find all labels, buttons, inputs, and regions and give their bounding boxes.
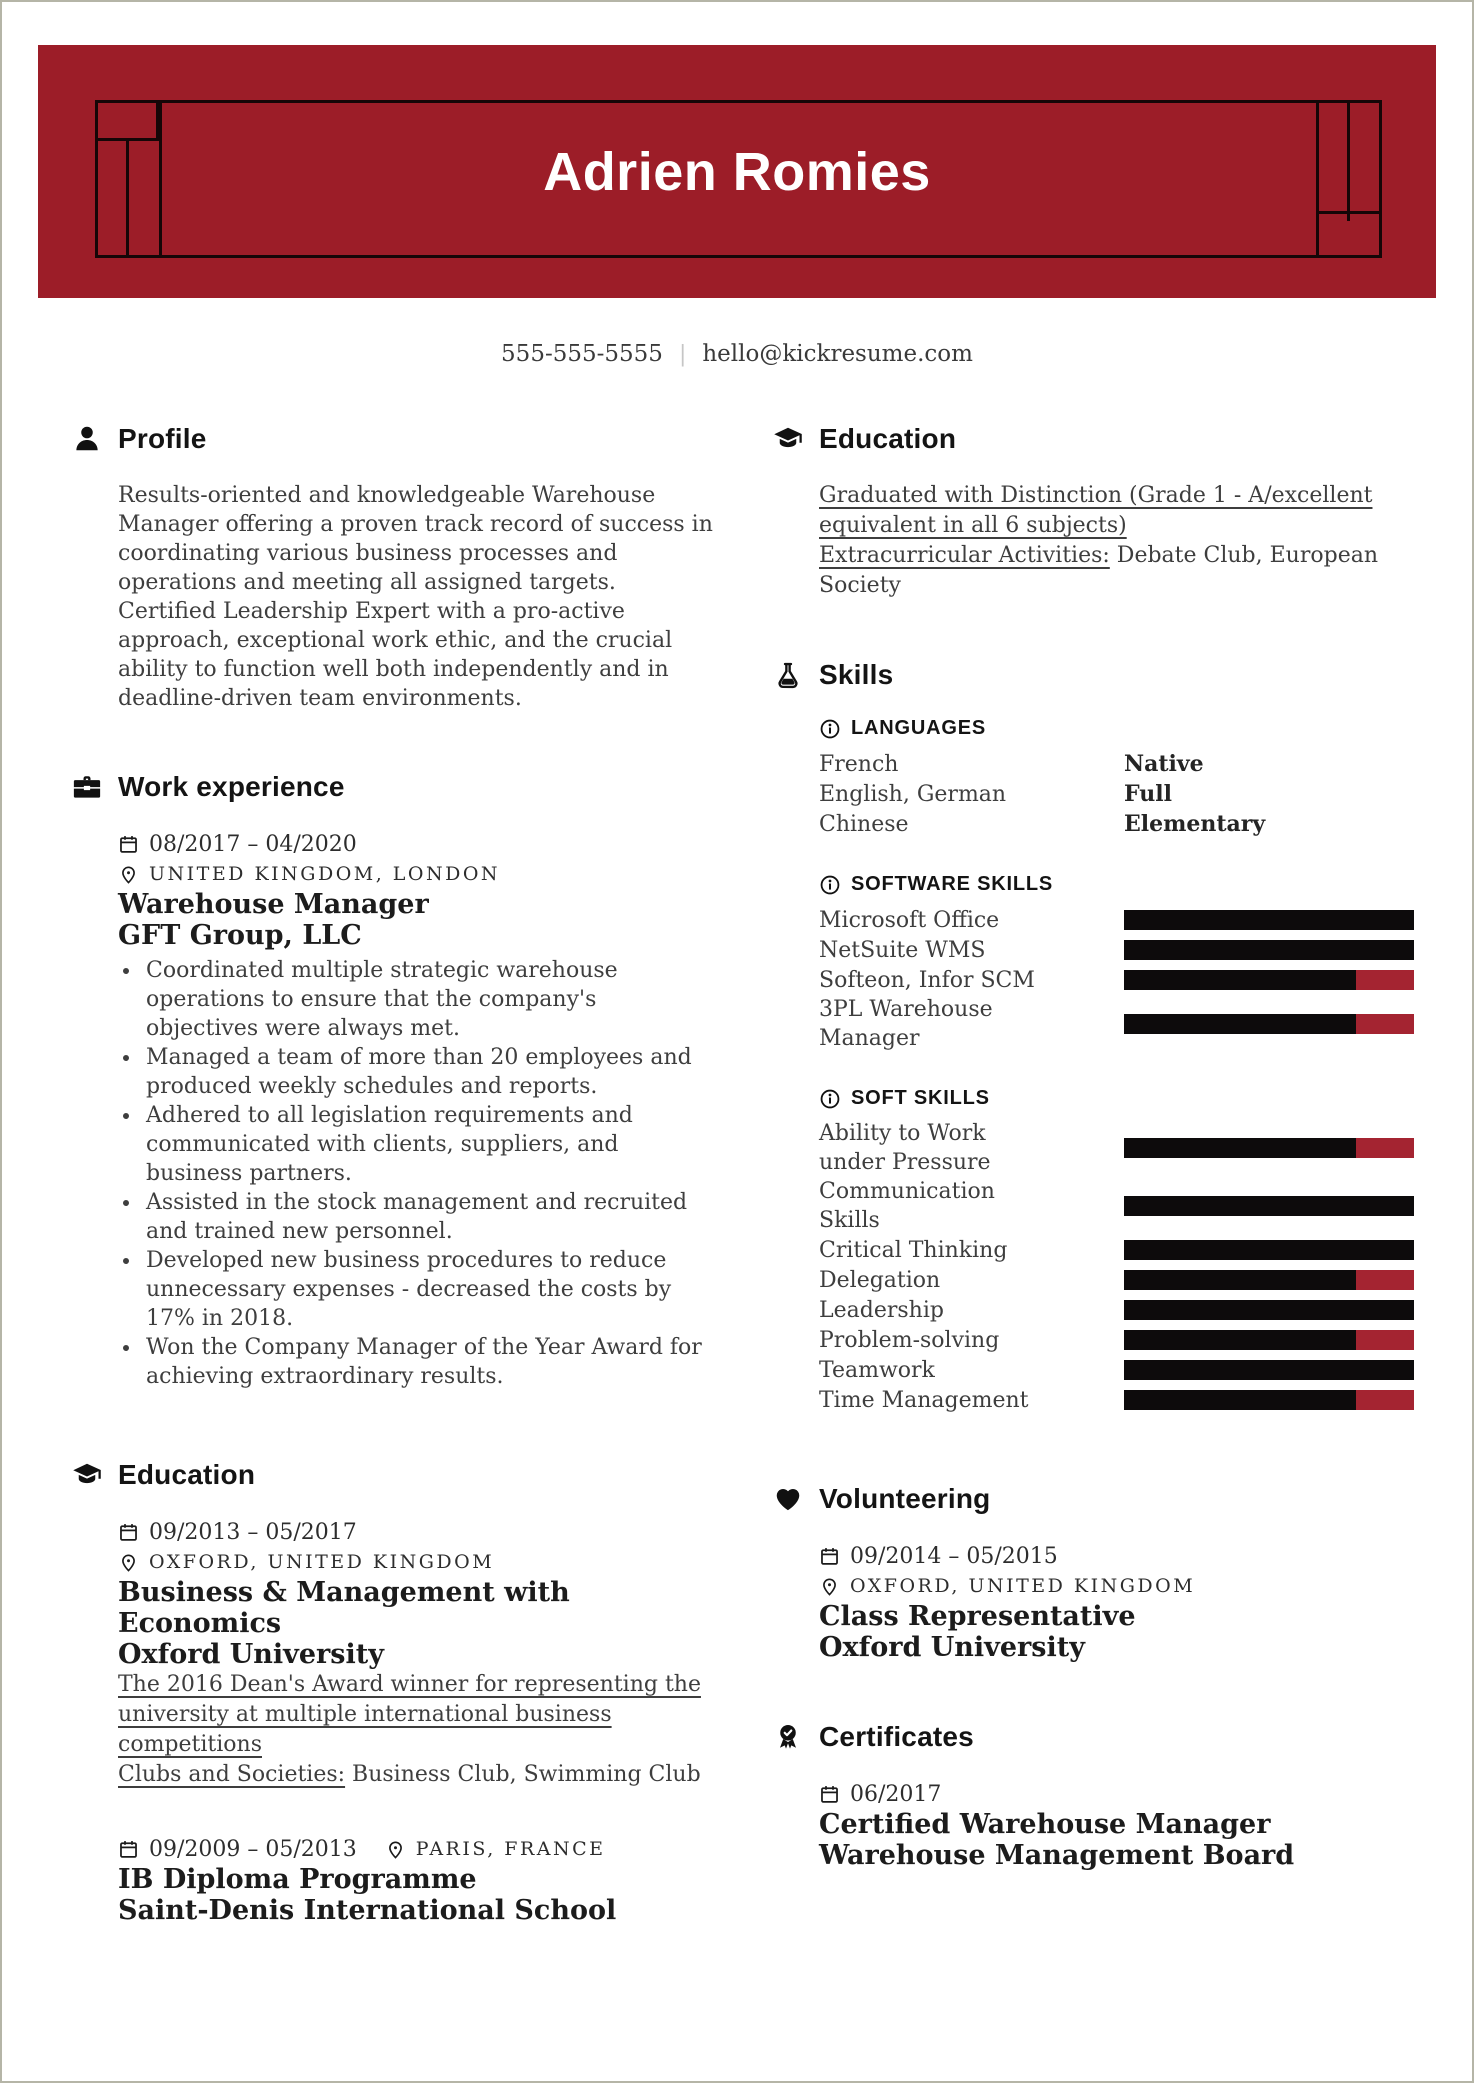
certificate-entry: [819, 1779, 1414, 1871]
work-bullet: • Adhered to all legislation requirements and communicated with clients, suppliers, and business partners.: [142, 1101, 713, 1188]
skill-bar: [1124, 1390, 1414, 1410]
skill-name: NetSuite WMS: [819, 937, 986, 963]
skill-row: [819, 1265, 1414, 1295]
education-entry: [118, 1834, 713, 1926]
certificates-header: [761, 1721, 1414, 1753]
date-row: [819, 1541, 1414, 1571]
info-icon: [819, 874, 841, 896]
skill-bar-fill: [1124, 1330, 1356, 1350]
email-address: hello@kickresume.com: [702, 341, 973, 367]
skill-bar: [1124, 1300, 1414, 1320]
extracurricular-label: Extracurricular Activities:: [819, 543, 1110, 568]
work-bullet: • Won the Company Manager of the Year Award for achieving extraordinary results.: [142, 1333, 713, 1391]
flask-icon: [773, 660, 803, 690]
skill-bar-fill: [1124, 970, 1356, 990]
skill-row: [819, 1119, 1414, 1177]
location-row: [118, 1547, 713, 1577]
skill-bar: [1124, 1138, 1414, 1158]
profile-header: [60, 423, 713, 455]
work-bullet: • Coordinated multiple strategic warehouse operations to ensure that the company's objectives were always met.: [142, 956, 713, 1043]
skill-name: 3PL Warehouse Manager: [819, 997, 993, 1051]
skill-bar: [1124, 940, 1414, 960]
skills-header: [761, 659, 1414, 691]
language-name: French: [819, 751, 899, 777]
clubs-text: Business Club, Swimming Club: [345, 1762, 701, 1787]
skill-bar-fill: [1124, 1014, 1356, 1034]
location: OXFORD, UNITED KINGDOM: [850, 1575, 1196, 1597]
education-entry: [118, 1517, 713, 1790]
education-header: [60, 1459, 713, 1491]
languages-label-row: [819, 717, 1414, 740]
skill-name: Teamwork: [819, 1357, 935, 1383]
skill-row: [819, 1385, 1414, 1415]
education-note: Graduated with Distinction (Grade 1 - A/excellent equivalent in all 6 subjects): [819, 483, 1373, 538]
contact-row: [2, 338, 1472, 370]
education-note: The 2016 Dean's Award winner for representing the university at multiple international business competitions: [118, 1672, 701, 1757]
graduation-cap-icon: [773, 424, 803, 454]
section-certificates: [761, 1721, 1414, 1871]
date-range: 09/2009 – 05/2013: [149, 1836, 357, 1862]
section-title: Certificates: [819, 1721, 974, 1752]
calendar-icon: [819, 1784, 840, 1805]
school-name: Oxford University: [118, 1639, 384, 1670]
sub-label: SOFTWARE SKILLS: [851, 873, 1053, 895]
map-pin-icon: [385, 1839, 406, 1860]
skill-row: [819, 1295, 1414, 1325]
person-icon: [72, 424, 102, 454]
section-volunteering: [761, 1483, 1414, 1663]
section-title: Volunteering: [819, 1483, 991, 1514]
date-row: [118, 1517, 713, 1547]
section-profile: [60, 423, 713, 713]
degree-title: Business & Management with Economics: [118, 1577, 570, 1639]
work-entry: [118, 829, 713, 1391]
languages-group: [819, 717, 1414, 839]
section-title: Education: [118, 1459, 256, 1490]
skill-name: Problem-solving: [819, 1327, 1000, 1353]
volunteering-entry: [819, 1541, 1414, 1663]
section-work-experience: [60, 771, 713, 1391]
work-bullet: • Developed new business procedures to reduce unnecessary expenses - decreased the costs by 17% in 2018.: [142, 1246, 713, 1333]
skill-row: [819, 995, 1414, 1053]
skill-name: Delegation: [819, 1267, 941, 1293]
skill-row: [819, 1355, 1414, 1385]
language-row: [819, 749, 1414, 779]
skill-name: Ability to Work under Pressure: [819, 1121, 991, 1175]
sub-label: LANGUAGES: [851, 717, 986, 739]
section-skills: [761, 659, 1414, 1415]
calendar-icon: [118, 834, 139, 855]
software-skills-group: [819, 873, 1414, 1053]
skill-bar: [1124, 1360, 1414, 1380]
calendar-icon: [118, 1839, 139, 1860]
skill-bar-fill: [1124, 1270, 1356, 1290]
skill-bar-fill: [1124, 1138, 1356, 1158]
contact-divider: |: [678, 341, 687, 367]
certificate-issuer: Warehouse Management Board: [819, 1840, 1295, 1871]
language-row: [819, 809, 1414, 839]
language-level: Full: [1124, 781, 1172, 807]
skill-row: [819, 935, 1414, 965]
skill-bar: [1124, 1330, 1414, 1350]
certificate-name: Certified Warehouse Manager: [819, 1809, 1271, 1840]
education-header: [761, 423, 1414, 455]
language-name: English, German: [819, 781, 1007, 807]
info-icon: [819, 718, 841, 740]
work-bullet-list: [118, 956, 713, 1391]
skill-name: Time Management: [819, 1387, 1029, 1413]
section-title: Education: [819, 423, 957, 454]
section-education-right: [761, 423, 1414, 601]
language-row: [819, 779, 1414, 809]
phone-number: 555-555-5555: [501, 341, 663, 367]
skill-bar-fill: [1124, 1360, 1414, 1380]
work-bullet: • Managed a team of more than 20 employees and produced weekly schedules and reports.: [142, 1043, 713, 1101]
clubs-label: Clubs and Societies:: [118, 1762, 346, 1787]
candidate-name: Adrien Romies: [543, 141, 931, 202]
date-location-row: [118, 1834, 713, 1864]
skill-bar-fill: [1124, 1196, 1414, 1216]
skill-row: [819, 1325, 1414, 1355]
info-icon: [819, 1088, 841, 1110]
work-header: [60, 771, 713, 803]
map-pin-icon: [819, 1576, 840, 1597]
volunteering-header: [761, 1483, 1414, 1515]
skill-bar: [1124, 1240, 1414, 1260]
skill-name: Softeon, Infor SCM: [819, 967, 1035, 993]
map-pin-icon: [118, 864, 139, 885]
date-range: 08/2017 – 04/2020: [149, 831, 357, 857]
profile-text: Results-oriented and knowledgeable Warehouse Manager offering a proven track record of success in coordinating various business processes and operations and meeting all assigned targets. Certified Leadership Expert with a pro-active approach, exceptional work ethic, and the crucial ability to function well both independently and in deadline-driven team environments.: [118, 483, 713, 711]
skill-row: [819, 905, 1414, 935]
skill-bar-fill: [1124, 910, 1414, 930]
skill-bar-fill: [1124, 1300, 1414, 1320]
location-row: [819, 1571, 1414, 1601]
skill-name: Leadership: [819, 1297, 944, 1323]
header-banner: [38, 45, 1436, 298]
heart-icon: [773, 1484, 803, 1514]
skill-bar-fill: [1124, 940, 1414, 960]
location-row: [118, 859, 713, 889]
section-title: Work experience: [118, 771, 345, 802]
company-name: GFT Group, LLC: [118, 920, 362, 951]
skill-bar: [1124, 910, 1414, 930]
language-name: Chinese: [819, 811, 909, 837]
section-title: Skills: [819, 659, 894, 690]
location: OXFORD, UNITED KINGDOM: [149, 1551, 495, 1573]
volunteer-role: Class Representative: [819, 1601, 1136, 1632]
calendar-icon: [819, 1546, 840, 1567]
skill-row: [819, 1177, 1414, 1235]
sub-label: SOFT SKILLS: [851, 1087, 990, 1109]
skill-bar: [1124, 1196, 1414, 1216]
date-range: 09/2013 – 05/2017: [149, 1519, 357, 1545]
school-name: Saint-Denis International School: [118, 1895, 617, 1926]
skill-row: [819, 1235, 1414, 1265]
medal-icon: [773, 1722, 803, 1752]
date-range: 09/2014 – 05/2015: [850, 1543, 1058, 1569]
section-title: Profile: [118, 423, 207, 454]
soft-skills-label-row: [819, 1087, 1414, 1110]
graduation-cap-icon: [72, 1460, 102, 1490]
briefcase-icon: [72, 772, 102, 802]
main-content: [2, 423, 1472, 1926]
skill-bar: [1124, 1014, 1414, 1034]
skill-bar: [1124, 1270, 1414, 1290]
soft-skills-group: [819, 1087, 1414, 1415]
date-row: [118, 829, 713, 859]
date: 06/2017: [850, 1781, 942, 1807]
skill-row: [819, 965, 1414, 995]
calendar-icon: [118, 1522, 139, 1543]
skill-bar-fill: [1124, 1390, 1356, 1410]
extracurricular-text: Debate Club, European Society: [819, 543, 1379, 598]
map-pin-icon: [118, 1552, 139, 1573]
skill-name: Communication Skills: [819, 1179, 995, 1233]
language-level: Elementary: [1124, 811, 1266, 837]
location: PARIS, FRANCE: [415, 1838, 606, 1860]
right-column: [761, 423, 1414, 1926]
work-bullet: • Assisted in the stock management and recruited and trained new personnel.: [142, 1188, 713, 1246]
skill-name: Critical Thinking: [819, 1237, 1008, 1263]
job-title: Warehouse Manager: [118, 889, 429, 920]
volunteer-org: Oxford University: [819, 1632, 1085, 1663]
language-level: Native: [1124, 751, 1204, 777]
location: UNITED KINGDOM, LONDON: [149, 863, 501, 885]
software-skills-label-row: [819, 873, 1414, 896]
left-column: [60, 423, 713, 1926]
date-row: [819, 1779, 1414, 1809]
skill-name: Microsoft Office: [819, 907, 1000, 933]
degree-title: IB Diploma Programme: [118, 1864, 477, 1895]
section-education-left: [60, 1459, 713, 1926]
skill-bar: [1124, 970, 1414, 990]
skill-bar-fill: [1124, 1240, 1414, 1260]
